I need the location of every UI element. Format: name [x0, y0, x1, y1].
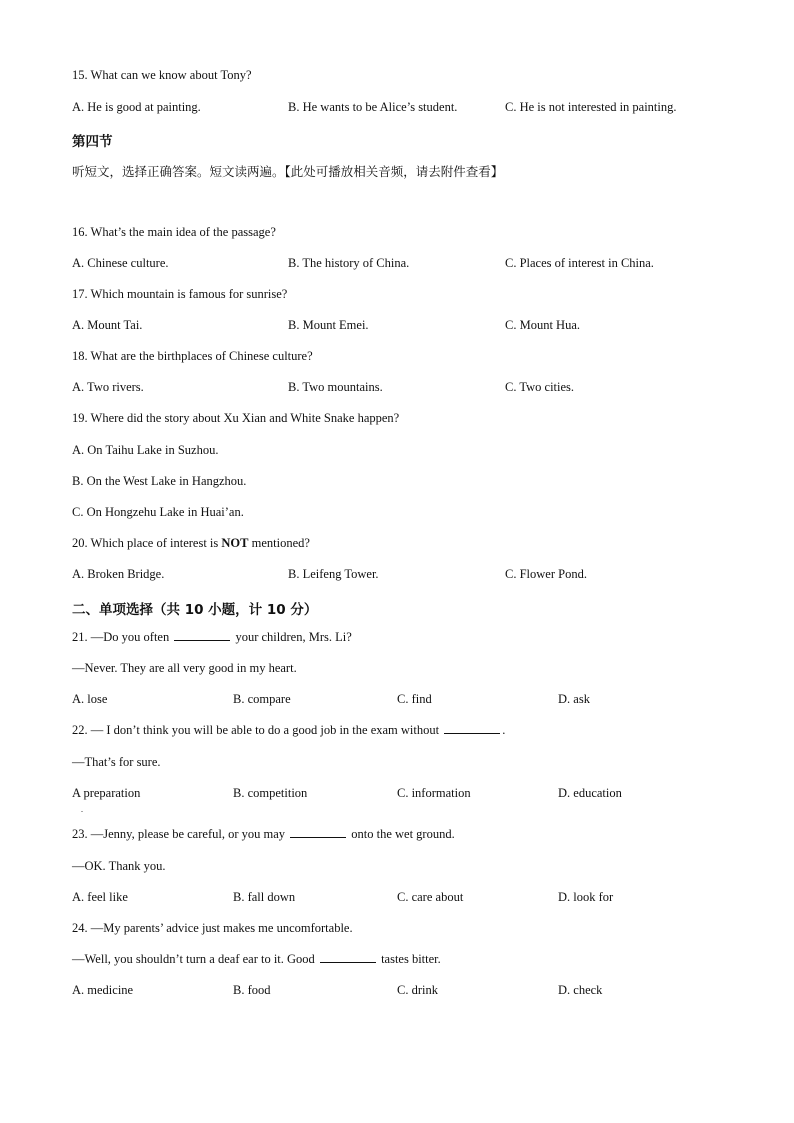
question-19-option-c: C. On Hongzehu Lake in Huai’an.: [72, 505, 244, 519]
question-17-option-b: B. Mount Emei.: [288, 318, 369, 332]
question-23-option-b: B. fall down: [233, 890, 296, 904]
question-16-option-a: A. Chinese culture.: [72, 256, 169, 270]
answer-blank: [174, 630, 230, 641]
question-24-reply-start: —Well, you shouldn’t turn a deaf ear to it. Good: [72, 952, 318, 966]
question-23-option-d: D. look for: [558, 890, 614, 904]
question-19-option-a: A. On Taihu Lake in Suzhou.: [72, 443, 219, 457]
question-22-option-c: C. information: [397, 786, 471, 800]
stray-dot-mark: .: [81, 805, 83, 814]
question-20-option-a: A. Broken Bridge.: [72, 567, 165, 581]
question-22-option-a: A preparation: [72, 786, 141, 800]
question-18-option-b: B. Two mountains.: [288, 380, 383, 394]
answer-blank: [320, 952, 376, 963]
question-24-option-d: D. check: [558, 983, 603, 997]
question-18-stem: 18. What are the birthplaces of Chinese culture?: [72, 349, 313, 363]
question-18-option-c: C. Two cities.: [505, 380, 575, 394]
question-21-stem-start: 21. —Do you often: [72, 630, 173, 644]
question-24-stem: 24. —My parents’ advice just makes me uncomfortable.: [72, 921, 353, 935]
answer-blank: [290, 827, 346, 838]
question-20-stem-end: mentioned?: [248, 536, 310, 550]
question-17-option-c: C. Mount Hua.: [505, 318, 580, 332]
question-20-stem: [72, 536, 310, 551]
question-24-reply-end: tastes bitter.: [377, 952, 441, 966]
question-15-option-a: A. He is good at painting.: [72, 100, 201, 114]
question-21-stem-end: your children, Mrs. Li?: [232, 630, 352, 644]
question-22-option-b: B. competition: [233, 786, 308, 800]
question-23-option-a: A. feel like: [72, 890, 128, 904]
question-15-option-b: B. He wants to be Alice’s student.: [288, 100, 458, 114]
section-4-title: 第四节: [72, 134, 113, 150]
question-21-reply: —Never. They are all very good in my heart.: [72, 661, 297, 675]
question-20-option-b: B. Leifeng Tower.: [288, 567, 379, 581]
question-22-stem-end: .: [502, 723, 506, 737]
question-23-option-c: C. care about: [397, 890, 464, 904]
question-23-stem: [72, 827, 455, 842]
question-20-stem-start: 20. Which place of interest is: [72, 536, 222, 550]
question-19-option-b: B. On the West Lake in Hangzhou.: [72, 474, 247, 488]
question-22-stem-start: 22. — I don’t think you will be able to do a good job in the exam without: [72, 723, 443, 737]
question-24-option-b: B. food: [233, 983, 271, 997]
question-21-option-b: B. compare: [233, 692, 291, 706]
question-15-option-c: C. He is not interested in painting.: [505, 100, 677, 114]
question-19-stem: 19. Where did the story about Xu Xian and White Snake happen?: [72, 411, 400, 425]
question-17-stem: 17. Which mountain is famous for sunrise?: [72, 287, 288, 301]
question-21-option-a: A. lose: [72, 692, 108, 706]
section-4-instruction: 听短文，选择正确答案。短文读两遍。【此处可播放相关音频，请去附件查看】: [72, 164, 504, 179]
question-22-option-d: D. education: [558, 786, 622, 800]
question-24-reply: [72, 952, 441, 967]
question-18-option-a: A. Two rivers.: [72, 380, 144, 394]
question-21-stem: [72, 630, 352, 645]
question-23-stem-start: 23. —Jenny, please be careful, or you may: [72, 827, 289, 841]
question-21-option-c: C. find: [397, 692, 432, 706]
question-23-stem-end: onto the wet ground.: [348, 827, 455, 841]
question-24-option-a: A. medicine: [72, 983, 134, 997]
part-2-title: 二、单项选择（共 10 小题，计 10 分）: [72, 602, 318, 618]
question-24-option-c: C. drink: [397, 983, 438, 997]
question-21-option-d: D. ask: [558, 692, 590, 706]
question-17-option-a: A. Mount Tai.: [72, 318, 143, 332]
question-22-reply: —That’s for sure.: [72, 755, 161, 769]
question-16-stem: 16. What’s the main idea of the passage?: [72, 225, 276, 239]
question-20-option-c: C. Flower Pond.: [505, 567, 587, 581]
question-20-emphasis: NOT: [221, 536, 249, 550]
question-23-reply: —OK. Thank you.: [72, 859, 166, 873]
question-15-stem: 15. What can we know about Tony?: [72, 68, 252, 82]
question-22-stem: [72, 723, 505, 738]
answer-blank: [444, 723, 500, 734]
question-16-option-c: C. Places of interest in China.: [505, 256, 654, 270]
question-16-option-b: B. The history of China.: [288, 256, 410, 270]
